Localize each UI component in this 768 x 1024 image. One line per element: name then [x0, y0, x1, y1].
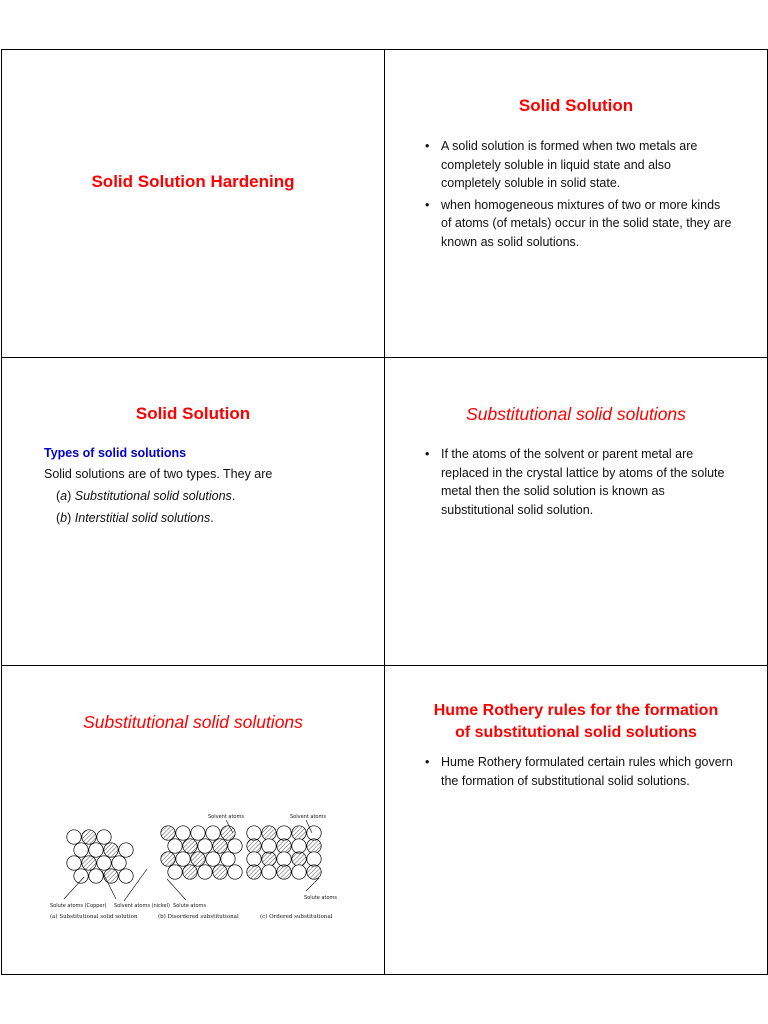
item-mark: a [60, 489, 68, 503]
solute-atom [221, 826, 235, 840]
solute-atom [213, 865, 227, 879]
solute-atom [307, 865, 321, 879]
bullet-list [423, 137, 733, 254]
solute-atom [161, 826, 175, 840]
substitutional-diagram [46, 811, 342, 927]
label-solute-atoms: Solute atoms [304, 895, 337, 901]
bullet-item: • when homogeneous mixtures of two or more kinds of atoms (of metals) occur in the solid state, they are known as solid solutions. [423, 196, 733, 252]
solvent-atom [206, 826, 220, 840]
bullet-item: • Hume Rothery formulated certain rules which govern the formation of substitutional solid solutions. [423, 753, 733, 790]
slide-title: Substitutional solid solutions [466, 404, 686, 424]
slide-1 [1, 49, 385, 358]
bullet-item: • If the atoms of the solvent or parent metal are replaced in the crystal lattice by atoms of the solute metal then the solid solution is known as substitutional solid solution. [423, 445, 733, 519]
solvent-atom [176, 852, 190, 866]
title-line: Hume Rothery rules for the formation [433, 702, 719, 719]
solvent-atom [206, 852, 220, 866]
slide-5 [1, 665, 385, 975]
slide-title: Solid Solution [518, 96, 634, 115]
solute-atom [82, 830, 96, 844]
solvent-atom [262, 865, 276, 879]
slide-4 [384, 357, 768, 666]
subheading: Types of solid solutions [44, 446, 187, 460]
bullet-list [423, 753, 733, 793]
bullet-item: • A solid solution is formed when two metals are completely soluble in liquid state and also completely soluble in solid state. [423, 137, 733, 193]
solvent-atom [97, 830, 111, 844]
solvent-atom [89, 843, 103, 857]
bullet-list [423, 445, 733, 522]
solute-atom [247, 839, 261, 853]
slide-2 [384, 49, 768, 358]
solute-atom [82, 856, 96, 870]
solute-atom [292, 852, 306, 866]
caption-b: (b) Disordered substitutional [158, 914, 239, 920]
solvent-atom [262, 839, 276, 853]
label-solvent-atoms: Solvent atoms [290, 814, 326, 820]
solute-atom [191, 852, 205, 866]
solvent-atom [277, 852, 291, 866]
solvent-atom [307, 826, 321, 840]
solvent-atom [292, 839, 306, 853]
caption-a: (a) Substitutional solid solution [50, 914, 138, 920]
handout-sheet [0, 49, 768, 975]
solvent-atom [112, 856, 126, 870]
list-item: (a) Substitutional solid solutions. [56, 489, 236, 503]
figure-captions [50, 913, 333, 920]
solvent-atom [247, 852, 261, 866]
solvent-atom [198, 865, 212, 879]
solute-atom [183, 865, 197, 879]
slide-title: Substitutional solid solutions [83, 712, 303, 732]
label-solvent-nickel: Solvent atoms (nickel) [114, 903, 170, 909]
caption-c: (c) Ordered substitutional [260, 914, 333, 920]
slide-6 [384, 665, 768, 975]
list-item: (b) Interstitial solid solutions. [56, 511, 214, 525]
atom-lattice [67, 826, 321, 883]
solvent-atom [119, 843, 133, 857]
solute-atom [104, 869, 118, 883]
item-mark: b [60, 511, 68, 525]
solvent-atom [307, 852, 321, 866]
solute-atom [277, 839, 291, 853]
solvent-atom [74, 843, 88, 857]
solvent-atom [292, 865, 306, 879]
solute-atom [307, 839, 321, 853]
solute-atom [292, 826, 306, 840]
item-text: Interstitial solid solutions [74, 511, 211, 525]
solute-atom [183, 839, 197, 853]
solvent-atom [176, 826, 190, 840]
slide-title: Solid Solution [135, 404, 251, 423]
solvent-atom [74, 869, 88, 883]
label-solute-copper: Solute atoms (Copper) [50, 903, 107, 909]
solvent-atom [119, 869, 133, 883]
slide-body [44, 444, 364, 529]
label-solute-atoms: Solute atoms [173, 903, 206, 909]
solvent-atom [221, 852, 235, 866]
intro-text: Solid solutions are of two types. They are [44, 467, 273, 481]
solvent-atom [247, 826, 261, 840]
slide-title [385, 700, 767, 744]
solute-atom [161, 852, 175, 866]
slide-3 [1, 357, 385, 666]
solvent-atom [198, 839, 212, 853]
solvent-atom [168, 839, 182, 853]
solvent-atom [89, 869, 103, 883]
slide-title: Solid Solution Hardening [91, 172, 295, 191]
title-line: of substitutional solid solutions [455, 724, 697, 741]
solvent-atom [97, 856, 111, 870]
solvent-atom [191, 826, 205, 840]
item-text: Substitutional solid solutions [74, 489, 232, 503]
solvent-atom [67, 830, 81, 844]
solute-atom [262, 826, 276, 840]
solvent-atom [228, 865, 242, 879]
solute-atom [262, 852, 276, 866]
solvent-atom [277, 826, 291, 840]
solvent-atom [228, 839, 242, 853]
solute-atom [213, 839, 227, 853]
solute-atom [104, 843, 118, 857]
solvent-atom [67, 856, 81, 870]
solute-atom [277, 865, 291, 879]
solute-atom [247, 865, 261, 879]
label-solvent-atoms: Solvent atoms [208, 814, 244, 820]
solvent-atom [168, 865, 182, 879]
